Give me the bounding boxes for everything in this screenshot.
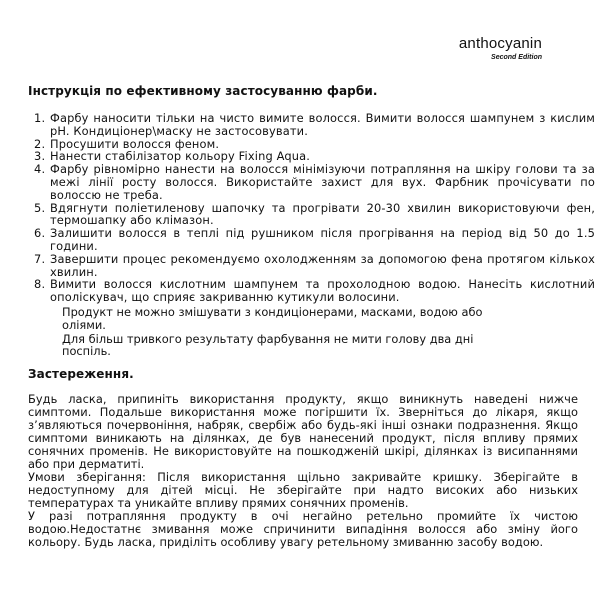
eye-contact-paragraph: У разі потрапляння продукту в очі негайно ретельно промийте їх чистою водою.Недостатнє змивання може спричинити випадіння волосся або зміну його кольору. Будь ласка, приділіть особливу увагу ретельному змиванню засобу водою. [28,509,578,549]
brand-logo [459,36,542,61]
storage-paragraph: Умови зберігання: Після використання щільно закривайте кришку. Зберігайте в недоступному для дітей місці. Не зберігайте при надто високих або низьких температурах та уникайте впливу прямих сонячних променів. [28,470,578,510]
instruction-step: 8. Вимити волосся кислотним шампунем та прохолодною водою. Нанесіть кислотний ополіскувач, що сприяє закриванню кутикули волосини. [49,278,595,304]
instruction-step: 4. Фарбу рівномірно нанести на волосся мінімізуючи потрапляння на шкіру голови та за межі лінії росту волосся. Використайте захист для вух. Фарбник прочісувати по волоссю не треба. [49,163,595,201]
instruction-step: 1. Фарбу наносити тільки на чисто вимите волосся. Вимити волосся шампунем з кислим pH. Кондиціонер\маску не застосовувати. [49,112,595,138]
warnings-body [28,393,578,549]
logo-wordmark: anthocyanin [458,35,542,52]
instruction-steps [32,112,595,304]
warning-paragraph: Будь ласка, припиніть використання продукту, якщо виникнуть наведені нижче симптоми. Подальше використання може погіршити їх. Зверніться до лікаря, якщо з’являються почервоніння, набряк, свербіж або будь-які інші ознаки подразнення. Якщо симптоми виникають на ділянках, де був нанесений продукт, після впливу прямих сонячних променів. Не використовуйте на пошкодженій шкірі, ділянках із висипаннями або при дерматиті. [28,392,578,471]
instruction-step: 7. Завершити процес рекомендуємо охолодженням за допомогою фена протягом кількох хвилин. [49,253,595,279]
warnings-title: Застереження. [28,367,134,381]
note-text: Продукт не можно змішувати з кондиціонерами, масками, водою або оліями. [62,305,483,332]
logo-edition: Second Edition [491,54,542,61]
instruction-step: 2. Просушити волосся феном. [49,138,595,151]
note-text: Для більш тривкого результату фарбування не мити голову два дні поспіль. [62,331,474,359]
instruction-step: 5. Вдягнути поліетиленову шапочку та прогрівати 20-30 хвилин використовуючи фен, термошапку або клімазон. [49,202,595,228]
instructions-title: Інструкція по ефективному застосуванню фарби. [28,84,378,98]
instruction-step: 3. Нанести стабілізатор кольору Fixing Aqua. [49,150,595,163]
instruction-step: 6. Залишити волосся в теплі під рушником після прогрівання на період від 50 до 1.5 години. [49,227,595,253]
instruction-notes [62,306,502,359]
